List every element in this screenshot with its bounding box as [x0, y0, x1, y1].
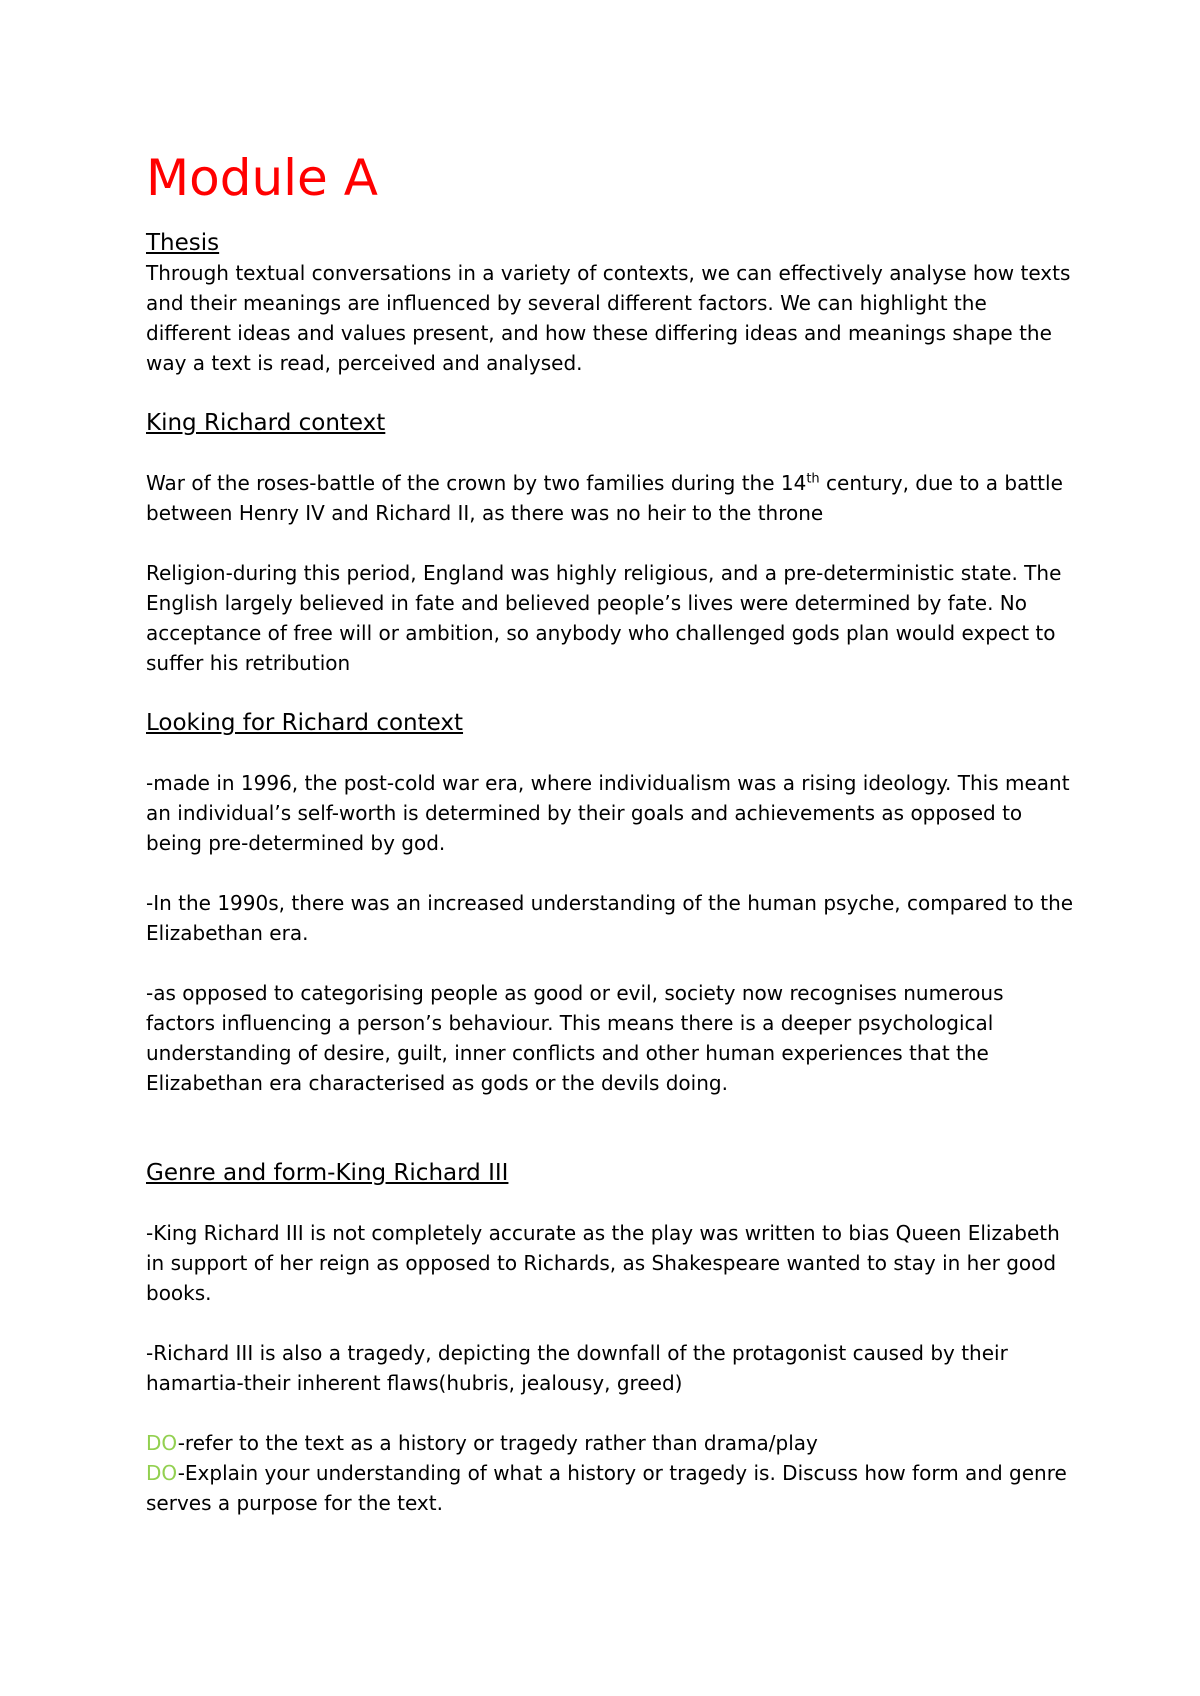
- religion-paragraph: Religion-during this period, England was highly religious, and a pre-deterministic state. The English largely believed in fate and believed people’s lives were determined by fate. No acceptance of free will or ambition, so anybody who challenged gods plan would expect to suffer his retribution: [146, 561, 1062, 675]
- document-title: Module A: [146, 149, 378, 207]
- do-label: DO: [146, 1461, 178, 1485]
- genre-paragraph-1: -King Richard III is not completely accurate as the play was written to bias Queen Elizabeth in support of her reign as opposed to Richards, as Shakespeare wanted to stay in her good books.: [146, 1221, 1060, 1305]
- genre-and-form-heading: Genre and form-King Richard III: [146, 1160, 509, 1186]
- looking-for-richard-heading: Looking for Richard context: [146, 710, 464, 736]
- thesis-body: Through textual conversations in a variety of contexts, we can effectively analyse how texts and their meanings are influenced by several different factors. We can highlight the different ideas and values present, and how these differing ideas and meanings shape the way a text is read, perceived and analysed.: [146, 261, 1071, 375]
- looking-paragraph-3: -as opposed to categorising people as good or evil, society now recognises numerous factors influencing a person’s behaviour. This means there is a deeper psychological understanding of desire, guilt, inner conflicts and other human experiences that the Elizabethan era characterised as gods or the devils doing.: [146, 981, 1004, 1095]
- war-text-after: century, due to a battle between Henry IV and Richard II, as there was no heir to the throne: [146, 471, 1063, 525]
- document-page: [146, 148, 1076, 1518]
- do-text: -refer to the text as a history or tragedy rather than drama/play: [177, 1431, 818, 1455]
- do-label: DO: [146, 1431, 178, 1455]
- looking-paragraph-2: -In the 1990s, there was an increased understanding of the human psyche, compared to the Elizabethan era.: [146, 891, 1074, 945]
- thesis-heading: Thesis: [146, 230, 220, 256]
- do-item-1: [146, 1428, 1076, 1458]
- looking-paragraph-1: -made in 1996, the post-cold war era, where individualism was a rising ideology. This meant an individual’s self-worth is determined by their goals and achievements as opposed to being pre-determined by god.: [146, 771, 1070, 855]
- century-superscript: th: [806, 471, 820, 487]
- king-richard-context-heading: King Richard context: [146, 410, 386, 436]
- genre-paragraph-2: -Richard III is also a tragedy, depicting the downfall of the protagonist caused by their hamartia-their inherent flaws(hubris, jealousy, greed): [146, 1341, 1008, 1395]
- do-text: -Explain your understanding of what a history or tragedy is. Discuss how form and genre serves a purpose for the text.: [146, 1461, 1067, 1515]
- do-item-2: [146, 1458, 1076, 1518]
- war-text-before: War of the roses-battle of the crown by two families during the 14: [146, 471, 807, 495]
- war-of-roses-paragraph: [146, 468, 1076, 528]
